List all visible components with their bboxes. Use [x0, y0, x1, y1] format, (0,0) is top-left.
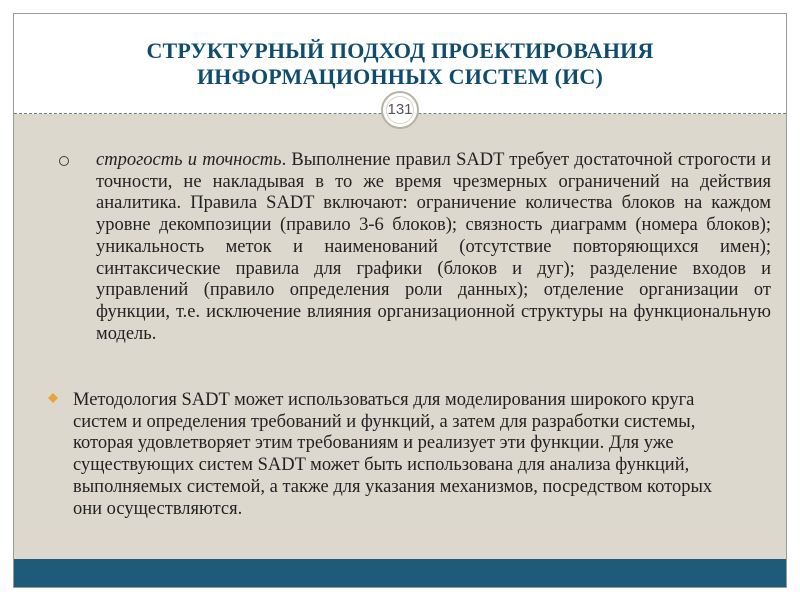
sub-bullet-text: [96, 150, 771, 345]
slide-number-badge: 131: [381, 91, 419, 129]
main-bullet-text: Методология SADT может использоваться для моделирования широкого круга систем и определения требований и функций, а затем для разработки системы, которая удовлетворяет этим требованиям и реализует эти функции. Для уже существующих систем SADT может быть использована для анализа функций, выполняемых системой, а также для указания механизмов, посредством которых они осуществляются.: [73, 390, 713, 519]
slide-title-line-2: ИНФОРМАЦИОННЫХ СИСТЕМ (ИС): [196, 64, 604, 89]
slide-frame: [13, 13, 787, 588]
hollow-circle-bullet-icon: [59, 156, 69, 166]
slide-title-line-1: СТРУКТУРНЫЙ ПОДХОД ПРОЕКТИРОВАНИЯ: [146, 38, 654, 63]
sub-bullet-body: . Выполнение правил SADT требует достаточной строгости и точности, не накладывая в то же время чрезмерных ограничений на действия аналитика. Правила SADT включают: ограничение количества блоков на каждом уровне декомпозиции (правило 3-6 блоков); связность диаграмм (номера блоков); уникальность меток и наименований (отсутствие повторяющихся имен); синтаксические правила для графики (блоков и дуг); разделение входов и управлений (правило определения роли данных); отделение организации от функции, т.е. исключение влияния организационной структуры на функциональную модель.: [96, 150, 771, 344]
diamond-bullet-icon: [48, 393, 58, 403]
main-bullet-item: [48, 390, 742, 520]
slide-title: [14, 38, 786, 90]
sub-bullet-item: [59, 150, 771, 345]
sub-bullet-lead: строгость и точность: [96, 150, 282, 170]
bottom-bar: [14, 559, 786, 587]
